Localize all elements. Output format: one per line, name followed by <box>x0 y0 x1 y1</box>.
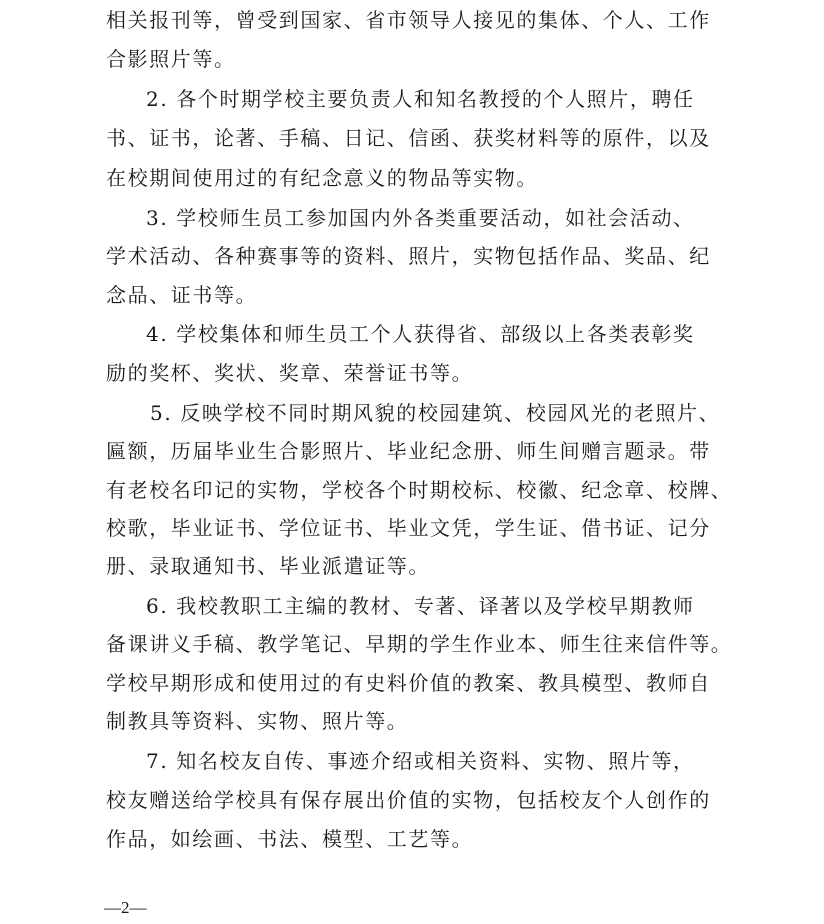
text-line: 书、证书，论著、手稿、日记、信函、获奖材料等的原件，以及 <box>106 126 711 150</box>
text-line: 在校期间使用过的有纪念意义的物品等实物。 <box>106 166 538 190</box>
item-6-line: 6. 我校教职工主编的教材、专著、译著以及学校早期教师 <box>146 594 695 618</box>
item-5-line: 5. 反映学校不同时期风貌的校园建筑、校园风光的老照片、 <box>150 401 721 425</box>
text-line: 备课讲义手稿、教学笔记、早期的学生作业本、师生往来信件等。 <box>106 632 733 656</box>
item-7-line: 7. 知名校友自传、事迹介绍或相关资料、实物、照片等， <box>146 749 695 773</box>
text-line: 学术活动、各种赛事等的资料、照片，实物包括作品、奖品、纪 <box>106 244 711 268</box>
item-4-line: 4. 学校集体和师生员工个人获得省、部级以上各类表彰奖 <box>146 322 695 346</box>
text-line: 校歌，毕业证书、学位证书、毕业文凭，学生证、借书证、记分 <box>106 516 711 540</box>
text-line: 制教具等资料、实物、照片等。 <box>106 709 409 733</box>
text-line: 相关报刊等，曾受到国家、省市领导人接见的集体、个人、工作 <box>106 8 711 32</box>
text-line: 励的奖杯、奖状、奖章、荣誉证书等。 <box>106 361 474 385</box>
text-line: 校友赠送给学校具有保存展出价值的实物，包括校友个人创作的 <box>106 788 711 812</box>
text-line: 念品、证书等。 <box>106 283 258 307</box>
text-line: 合影照片等。 <box>106 47 236 71</box>
text-line: 册、录取通知书、毕业派遣证等。 <box>106 554 430 578</box>
text-line: 学校早期形成和使用过的有史料价值的教案、教具模型、教师自 <box>106 671 711 695</box>
text-line: 匾额，历届毕业生合影照片、毕业纪念册、师生间赠言题录。带 <box>106 439 711 463</box>
page-number: —2— <box>104 898 147 917</box>
item-3-line: 3. 学校师生员工参加国内外各类重要活动，如社会活动、 <box>146 206 695 230</box>
text-line: 有老校名印记的实物，学校各个时期校标、校徽、纪念章、校牌、 <box>106 478 733 502</box>
text-line: 作品，如绘画、书法、模型、工艺等。 <box>106 827 474 851</box>
item-2-line: 2. 各个时期学校主要负责人和知名教授的个人照片，聘任 <box>146 87 695 111</box>
